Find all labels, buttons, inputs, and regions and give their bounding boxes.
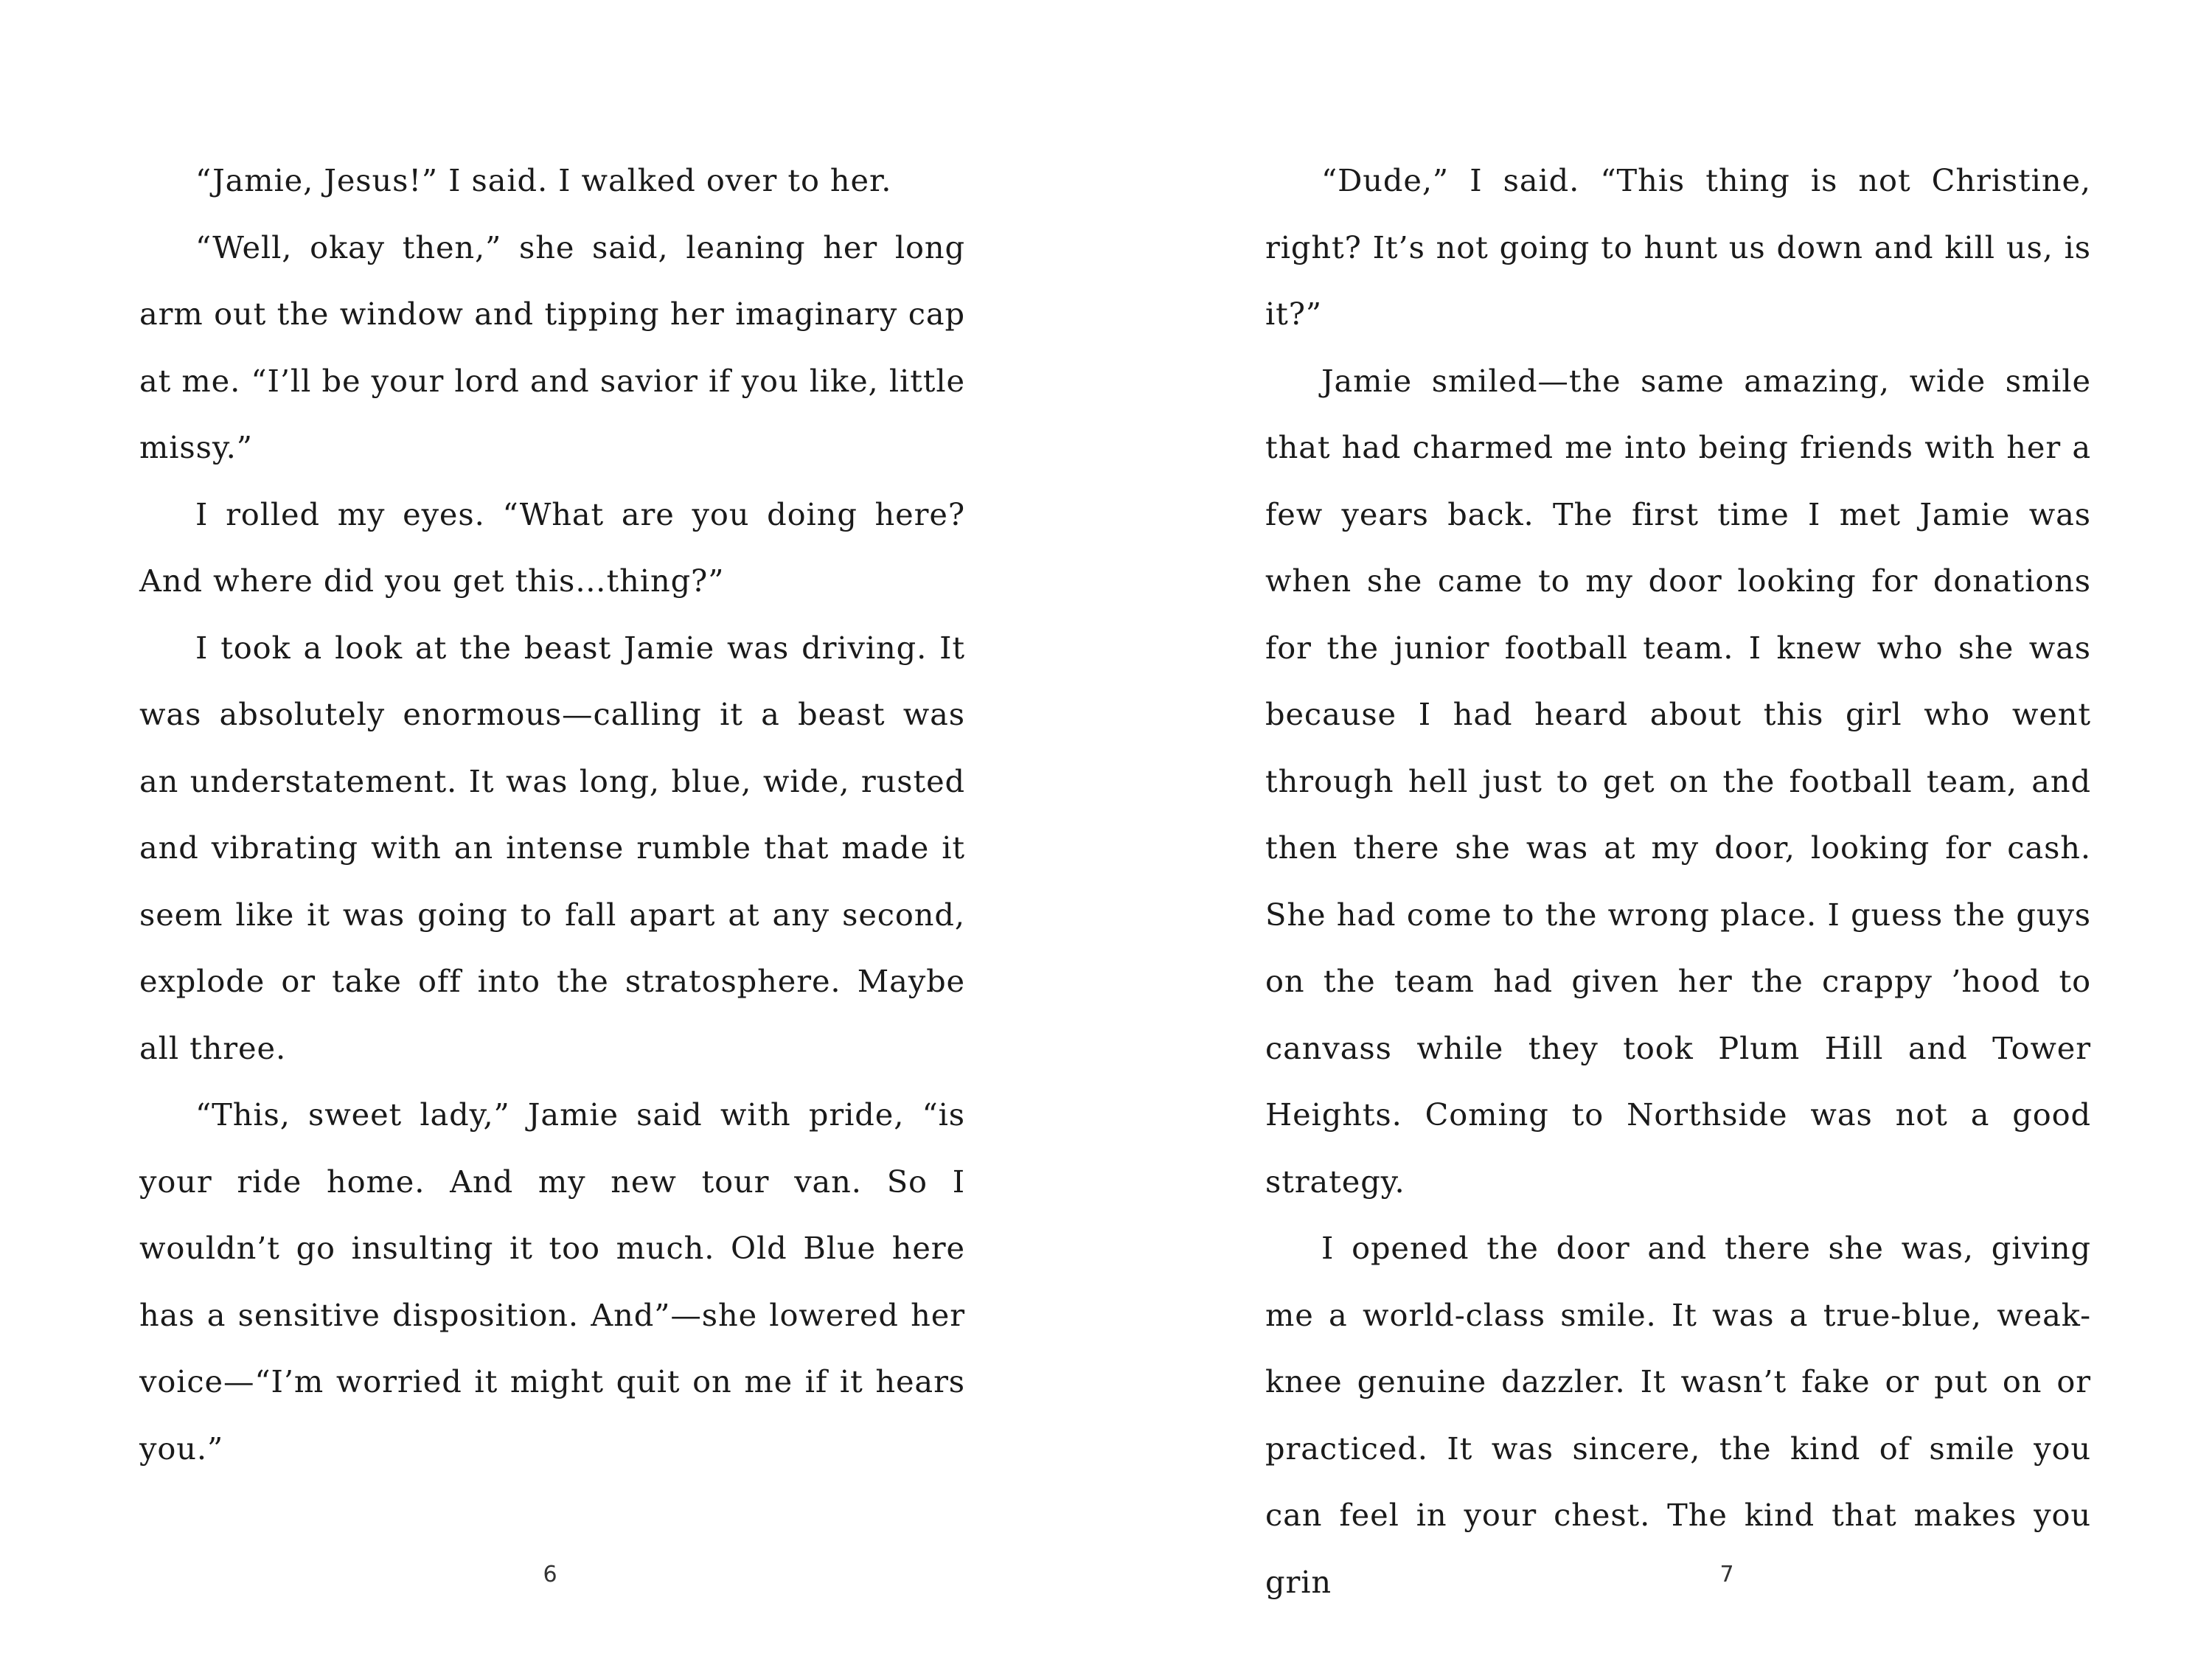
paragraph: “Jamie, Jesus!” I said. I walked over to her. bbox=[195, 162, 892, 198]
left-page-text bbox=[139, 147, 965, 1482]
paragraph: I took a look at the beast Jamie was driving. It was absolutely enormous—calling it a beast was an understatement. It was long, blue, wide, rusted and vibrating with an intense rumble that made it seem like it was going to fall apart at any second, explode or take off into the stratosphere. Maybe all three. bbox=[139, 629, 965, 1066]
paragraph: “Well, okay then,” she said, leaning her long arm out the window and tipping her imaginary cap at me. “I’ll be your lord and savior if you like, little missy.” bbox=[139, 229, 965, 465]
paragraph: Jamie smiled—the same amazing, wide smile that had charmed me into being friends with her a few years back. The first time I met Jamie was when she came to my door looking for donations for the junior football team. I knew who she was because I had heard about this girl who went through hell just to get on the football team, and then there she was at my door, looking for cash. She had come to the wrong place. I guess the guys on the team had given her the crappy ’hood to canvass while they took Plum Hill and Tower Heights. Coming to Northside was not a good strategy. bbox=[1265, 362, 2091, 1200]
paragraph: “This, sweet lady,” Jamie said with pride, “is your ride home. And my new tour van. So I wouldn’t go insulting it too much. Old Blue here has a sensitive disposition. And”—she lowered her voice—“I’m worried it might quit on me if it hears you.” bbox=[139, 1096, 965, 1467]
right-page-text bbox=[1265, 147, 2091, 1615]
paragraph: I opened the door and there she was, giving me a world-class smile. It was a true-blue, weak-knee genuine dazzler. It wasn’t fake or put on or practiced. It was sincere, the kind of smile you can feel in your chest. The kind that makes you grin bbox=[1265, 1230, 2091, 1600]
paragraph: I rolled my eyes. “What are you doing here? And where did you get this…thing?” bbox=[139, 495, 965, 599]
right-page bbox=[1106, 0, 2212, 1659]
paragraph: “Dude,” I said. “This thing is not Christine, right? It’s not going to hunt us down and kill us, is it?” bbox=[1265, 162, 2091, 332]
page-number: 6 bbox=[543, 1562, 557, 1587]
page-number: 7 bbox=[1719, 1562, 1734, 1587]
